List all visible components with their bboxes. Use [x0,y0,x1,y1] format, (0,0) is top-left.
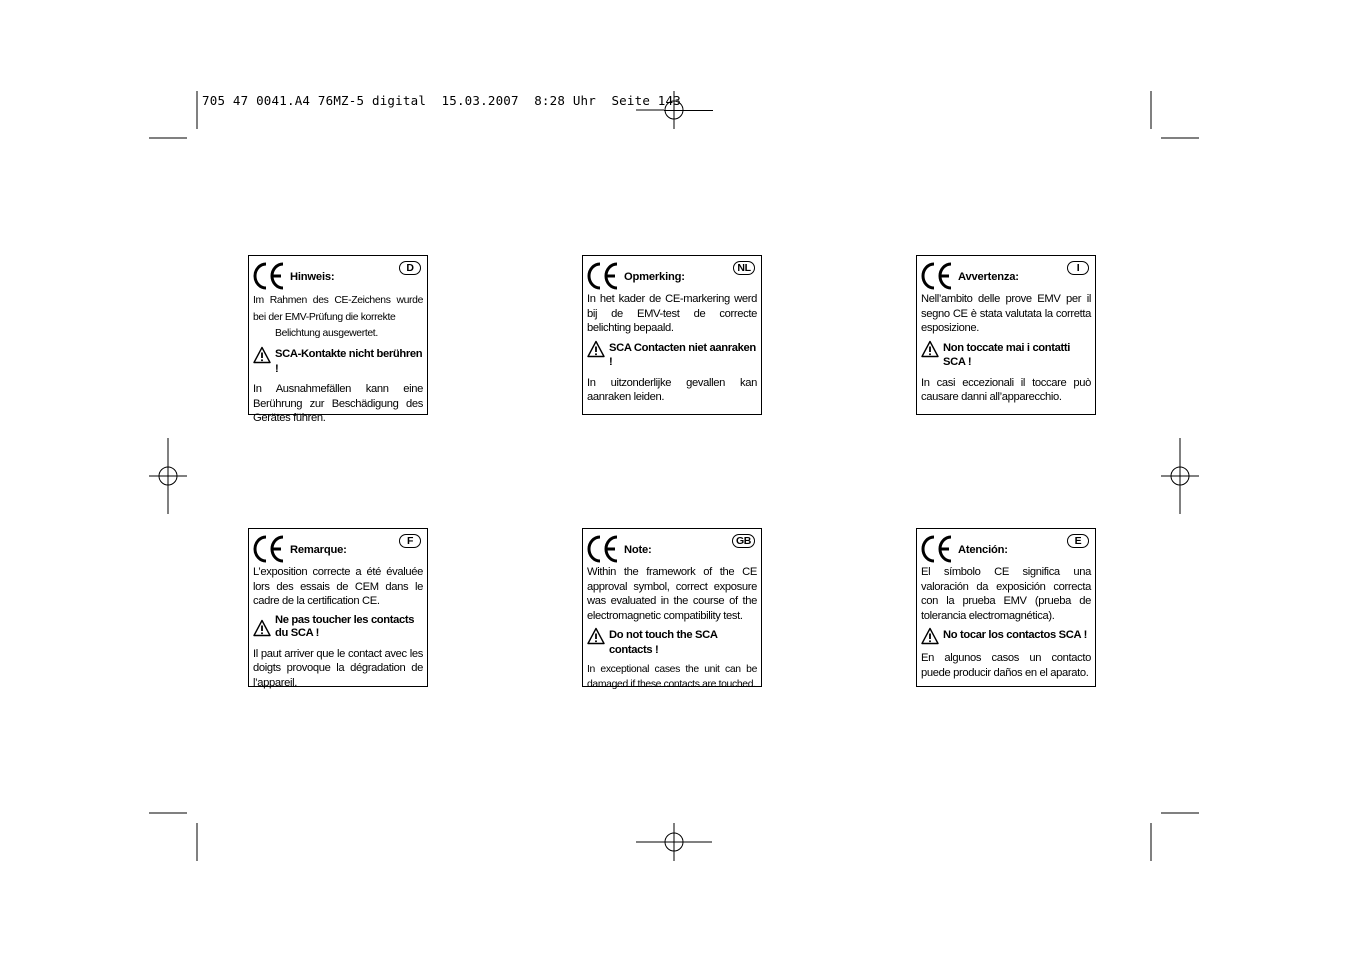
warning-text: Ne pas toucher les contacts du SCA ! [275,613,415,639]
notice-title: Avvertenza: [958,271,1019,283]
ce-mark-icon [921,261,955,291]
warning-line [253,613,423,641]
warning-line [253,346,423,376]
notice-text: In exceptional cases the unit can be damaged if these contacts are touched. [587,664,757,690]
notice-box-de [248,255,428,424]
notice-text: En algunos casos un contacto puede producir daños en el aparato. [921,652,1091,679]
warning-triangle-icon [253,346,271,364]
notice-box-gb [582,528,762,690]
notice-title: Note: [624,544,652,556]
notice-title: Atención: [958,544,1008,556]
notice-text: El símbolo CE significa una valoración da exposición correcta con la prueba EMV (prueba de tolerancia electromagnética). [921,566,1091,622]
language-badge: NL [733,261,755,275]
warning-text: SCA Contacten niet aanraken ! [609,341,756,368]
notice-text: In het kader de CE-markering werd bij de EMV-test de correcte belichting bepaald. [587,293,757,334]
ce-mark-icon [587,534,621,564]
warning-triangle-icon [921,340,939,358]
language-badge: E [1067,534,1089,548]
notice-header [921,259,1091,289]
notice-header [587,532,757,562]
notice-text: Il paut arriver que le contact avec les doigts provoque la dégradation de l’appareil. [253,647,423,689]
ce-mark-icon [587,261,621,291]
notice-text: Im Rahmen des CE-Zeichens wurde bei der EMV-Prüfung die korrekte [253,295,423,323]
notice-text: In Ausnahmefällen kann eine Berührung zur Beschädigung des Gerätes führen. [253,383,423,424]
warning-triangle-icon [921,627,939,645]
warning-text: No tocar los contactos SCA ! [943,629,1087,641]
notice-text: Within the framework of the CE approval symbol, correct exposure was evaluated in the course of the electromagnetic compatibility test. [587,566,757,622]
warning-line [921,340,1091,370]
notice-header [921,532,1091,562]
notice-box-nl [582,255,762,415]
notice-text: L’exposition correcte a été évaluée lors des essais de CEM dans le cadre de la certification CE. [253,566,423,607]
print-slug: 705 47 0041.A4 76MZ-5 digital 15.03.2007 8:28 Uhr Seite 143 [202,93,681,108]
notice-text: In casi eccezionali il toccare può causare danni all’apparecchio. [921,376,1091,403]
warning-line [587,340,757,370]
notice-header [253,532,423,562]
notice-text: Nell’ambito delle prove EMV per il segno CE è stata valutata la corretta esposizione. [921,293,1091,334]
warning-text: Do not touch the SCA contacts ! [609,629,718,656]
notice-header [253,259,423,289]
ce-mark-icon [253,534,287,564]
warning-text: SCA-Kontakte nicht berühren ! [275,348,423,375]
warning-line [587,627,757,657]
notice-box-es [916,528,1096,687]
notice-box-it [916,255,1096,415]
warning-triangle-icon [587,627,605,645]
warning-triangle-icon [587,340,605,358]
language-badge: D [399,261,421,275]
notice-text: Belichtung ausgewertet. [275,328,378,339]
notice-title: Opmerking: [624,271,685,283]
notice-box-fr [248,528,428,687]
ce-mark-icon [253,261,287,291]
ce-mark-icon [921,534,955,564]
notice-text: In uitzonderlijke gevallen kan aanraken leiden. [587,376,757,403]
language-badge: GB [732,534,755,548]
language-badge: F [399,534,421,548]
warning-triangle-icon [253,619,271,637]
warning-text: Non toccate mai i contatti SCA ! [943,341,1071,368]
notice-title: Remarque: [290,544,347,556]
notice-header [587,259,757,289]
notice-title: Hinweis: [290,271,335,283]
language-badge: I [1067,261,1089,275]
warning-line [921,627,1091,645]
